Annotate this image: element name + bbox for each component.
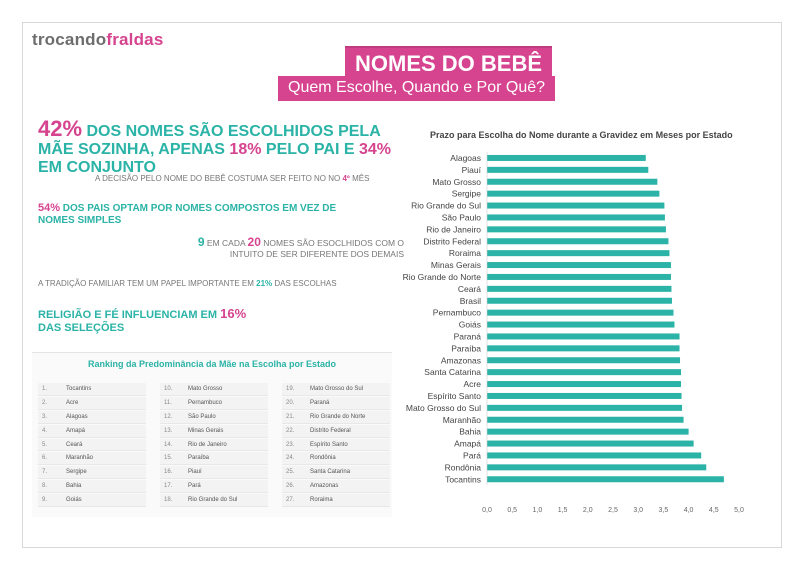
ranking-state: Alagoas xyxy=(66,413,88,420)
ranking-state: Distrito Federal xyxy=(310,427,351,434)
category-label: Pernambuco xyxy=(432,307,481,318)
ranking-number: 16. xyxy=(164,469,173,476)
category-label: Goiás xyxy=(458,319,481,330)
ranking-state: Sergipe xyxy=(66,469,87,476)
ranking-number: 6. xyxy=(42,455,48,462)
bar xyxy=(487,345,680,351)
bar xyxy=(487,381,681,387)
bar xyxy=(487,238,668,244)
bar xyxy=(487,441,694,447)
stat-compound-names: 54% DOS PAIS OPTAM POR NOMES COMPOSTOS EM VEZ DE NOMES SIMPLES xyxy=(38,202,337,226)
category-label: Amapá xyxy=(454,438,481,449)
x-tick-label: 4,0 xyxy=(683,507,694,514)
bar xyxy=(487,250,669,256)
category-label: Tocantins xyxy=(445,474,481,485)
category-label: Mato Grosso do Sul xyxy=(405,402,481,413)
category-label: Santa Catarina xyxy=(424,367,481,378)
bar xyxy=(487,191,659,197)
stat-different-names: 9 EM CADA 20 NOMES SÃO ESOCLHIDOS COM O INTUITO DE SER DIFERENTE DOS DEMAIS xyxy=(197,235,404,259)
ranking-state: Amapá xyxy=(66,427,86,434)
bar xyxy=(487,476,724,482)
ranking-state: Piauí xyxy=(188,469,202,476)
category-label: Rio de Janeiro xyxy=(426,224,481,235)
ranking-number: 13. xyxy=(164,427,173,434)
ranking-number: 26. xyxy=(286,483,295,490)
bar xyxy=(487,203,664,209)
ranking-number: 18. xyxy=(164,497,173,504)
ranking-state: Rondônia xyxy=(310,455,336,462)
bar xyxy=(487,274,671,280)
bar xyxy=(487,214,665,220)
category-label: Ceará xyxy=(457,283,481,294)
ranking-state: Rio Grande do Sul xyxy=(188,497,238,504)
ranking-number: 10. xyxy=(164,385,173,392)
category-label: Minas Gerais xyxy=(430,260,481,271)
x-tick-label: 3,0 xyxy=(633,507,644,514)
bar xyxy=(487,452,701,458)
bar xyxy=(487,179,657,185)
x-tick-label: 0,5 xyxy=(507,507,518,514)
category-label: Maranhão xyxy=(442,414,481,425)
ranking-number: 22. xyxy=(286,427,295,434)
category-label: Mato Grosso xyxy=(432,176,481,187)
ranking-number: 27. xyxy=(286,497,295,504)
ranking-number: 8. xyxy=(42,483,48,490)
category-label: Paraíba xyxy=(451,343,481,354)
ranking-state: Paraíba xyxy=(188,455,210,462)
bar xyxy=(487,357,680,363)
x-tick-label: 3,5 xyxy=(658,507,669,514)
bar xyxy=(487,322,674,328)
bar xyxy=(487,369,681,375)
bar xyxy=(487,155,646,161)
category-label: Espírito Santo xyxy=(427,390,481,401)
ranking-number: 1. xyxy=(42,385,48,392)
category-label: Bahia xyxy=(459,426,481,437)
stat-decision-month: A DECISÃO PELO NOME DO BEBÊ COSTUMA SER FEITO NO NO 4º MÊS xyxy=(95,174,370,183)
ranking-number: 3. xyxy=(42,413,48,420)
ranking-state: Goiás xyxy=(66,497,82,504)
ranking-number: 12. xyxy=(164,413,173,420)
bar xyxy=(487,262,671,268)
logo-part1: trocando xyxy=(32,30,107,49)
ranking-number: 17. xyxy=(164,483,173,490)
ranking-number: 5. xyxy=(42,441,48,448)
ranking-state: Santa Catarina xyxy=(310,469,351,476)
ranking-state: Roraima xyxy=(310,497,333,504)
ranking-number: 15. xyxy=(164,455,173,462)
ranking-state: Ceará xyxy=(66,441,83,448)
category-label: Pará xyxy=(463,450,481,461)
ranking-number: 23. xyxy=(286,441,295,448)
ranking-state: Tocantins xyxy=(66,385,92,392)
x-tick-label: 1,5 xyxy=(557,507,568,514)
ranking-number: 9. xyxy=(42,497,48,504)
category-label: Rondônia xyxy=(444,462,481,473)
category-label: Piauí xyxy=(461,164,481,175)
category-label: Amazonas xyxy=(440,355,481,366)
ranking-number: 7. xyxy=(42,469,48,476)
x-tick-label: 2,0 xyxy=(582,507,593,514)
ranking-state: Maranhão xyxy=(66,455,94,462)
bar xyxy=(487,393,682,399)
category-label: Acre xyxy=(463,379,481,390)
chart-title: Prazo para Escolha do Nome durante a Gravidez em Meses por Estado xyxy=(430,130,733,140)
ranking-number: 24. xyxy=(286,455,295,462)
ranking-state: Mato Grosso do Sul xyxy=(310,385,364,392)
ranking-state: Rio de Janeiro xyxy=(188,441,227,448)
ranking-number: 11. xyxy=(164,399,172,406)
bar xyxy=(487,417,684,423)
ranking-number: 21. xyxy=(286,413,295,420)
x-tick-label: 4,5 xyxy=(708,507,719,514)
bar xyxy=(487,298,672,304)
page-title: NOMES DO BEBÊ xyxy=(345,46,552,80)
x-tick-label: 5,0 xyxy=(734,507,744,514)
logo-part2: fraldas xyxy=(106,30,164,49)
x-tick-label: 2,5 xyxy=(608,507,618,514)
ranking-state: São Paulo xyxy=(188,413,216,420)
stat-religion: RELIGIÃO E FÉ INFLUENCIAM EM 16% DAS SELEÇÕES xyxy=(38,306,247,334)
bar xyxy=(487,226,666,232)
category-label: Distrito Federal xyxy=(423,236,481,247)
bar xyxy=(487,333,680,339)
stat-family-tradition: A TRADIÇÃO FAMILIAR TEM UM PAPEL IMPORTANTE EM 21% DAS ESCOLHAS xyxy=(38,279,337,288)
bar xyxy=(487,310,673,316)
category-label: Rio Grande do Sul xyxy=(411,200,481,211)
category-label: Rio Grande do Norte xyxy=(402,271,481,282)
ranking-state: Pernambuco xyxy=(188,399,223,406)
bar xyxy=(487,286,671,292)
ranking-state: Espírito Santo xyxy=(310,441,348,448)
bar xyxy=(487,464,706,470)
ranking-state: Acre xyxy=(66,399,79,406)
category-label: Sergipe xyxy=(451,188,481,199)
ranking-state: Minas Gerais xyxy=(188,427,224,434)
ranking-state: Paraná xyxy=(310,399,330,406)
category-label: Brasil xyxy=(459,295,481,306)
ranking-state: Rio Grande do Norte xyxy=(310,413,366,420)
ranking-number: 4. xyxy=(42,427,48,434)
ranking-number: 19. xyxy=(286,385,295,392)
ranking-state: Bahia xyxy=(66,483,82,490)
category-label: Roraima xyxy=(448,248,481,259)
ranking-number: 20. xyxy=(286,399,295,406)
page-subtitle: Quem Escolhe, Quando e Por Quê? xyxy=(278,76,555,101)
ranking-state: Mato Grosso xyxy=(188,385,223,392)
stat-who-chooses: 42% DOS NOMES SÃO ESCOLHIDOS PELA MÃE SOZINHA, APENAS 18% PELO PAI E 34% EM CONJUNTO xyxy=(38,116,391,176)
ranking-number: 25. xyxy=(286,469,295,476)
ranking-number: 2. xyxy=(42,399,48,406)
bar xyxy=(487,429,689,435)
bar xyxy=(487,167,648,173)
bar xyxy=(487,405,682,411)
ranking-state: Amazonas xyxy=(310,483,339,490)
x-tick-label: 1,0 xyxy=(532,507,543,514)
ranking-number: 14. xyxy=(164,441,173,448)
ranking-state: Pará xyxy=(188,483,201,490)
category-label: Paraná xyxy=(453,331,481,342)
x-tick-label: 0,0 xyxy=(482,507,492,514)
ranking-title: Ranking da Predominância da Mãe na Escolha por Estado xyxy=(87,359,337,369)
category-label: Alagoas xyxy=(450,152,481,163)
category-label: São Paulo xyxy=(441,212,481,223)
